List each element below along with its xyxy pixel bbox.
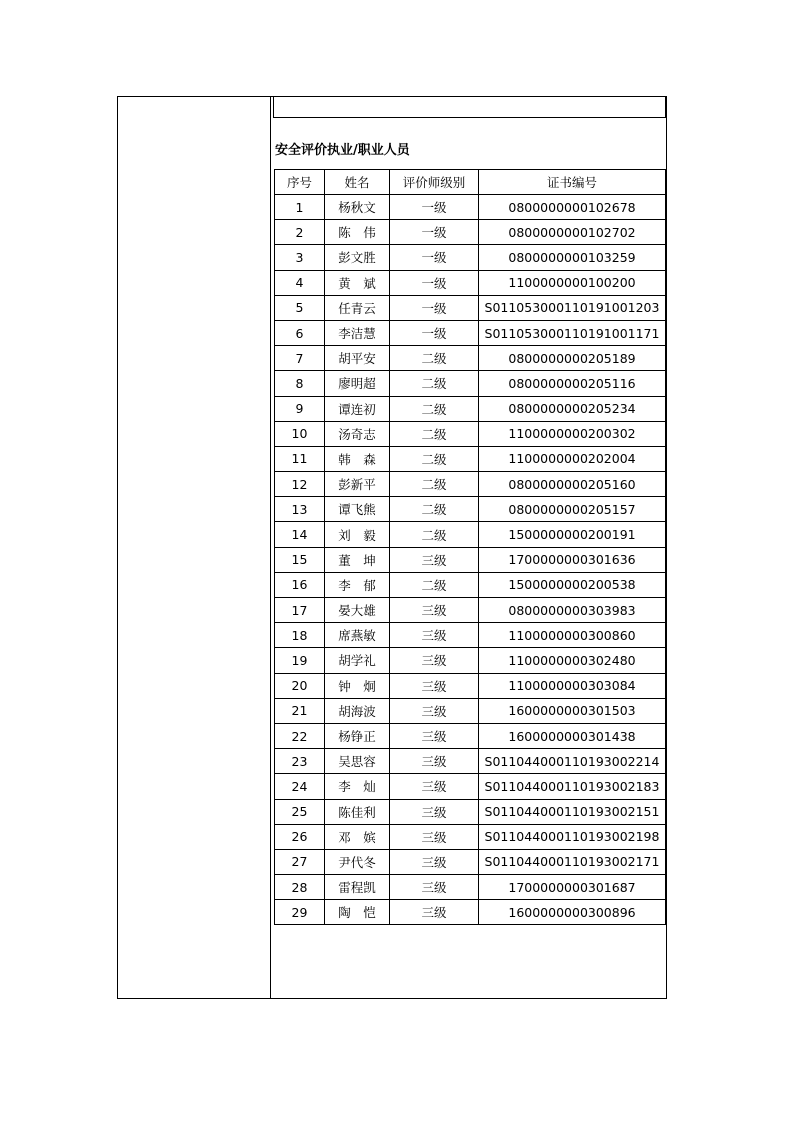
table-row <box>275 245 666 270</box>
table-row <box>275 673 666 698</box>
cell-seq: 5 <box>275 295 325 320</box>
table-row <box>275 799 666 824</box>
cell-level: 三级 <box>390 849 479 874</box>
cell-name: 雷程凯 <box>325 875 390 900</box>
cell-level: 三级 <box>390 648 479 673</box>
table-row <box>275 446 666 471</box>
cell-cert: 1600000000300896 <box>479 900 666 925</box>
header-name: 姓名 <box>325 170 390 195</box>
table-row <box>275 900 666 925</box>
table-row <box>275 371 666 396</box>
cell-name: 李 灿 <box>325 774 390 799</box>
cell-level: 三级 <box>390 749 479 774</box>
table-row <box>275 698 666 723</box>
cell-cert: S011044000110193002151 <box>479 799 666 824</box>
table-row <box>275 396 666 421</box>
cell-cert: 0800000000205116 <box>479 371 666 396</box>
cell-seq: 22 <box>275 723 325 748</box>
table-row <box>275 472 666 497</box>
cell-seq: 11 <box>275 446 325 471</box>
table-row <box>275 346 666 371</box>
cell-name: 彭文胜 <box>325 245 390 270</box>
cell-cert: S011044000110193002171 <box>479 849 666 874</box>
cell-level: 三级 <box>390 824 479 849</box>
cell-cert: 1700000000301636 <box>479 547 666 572</box>
cell-cert: 0800000000205157 <box>479 497 666 522</box>
cell-level: 二级 <box>390 472 479 497</box>
cell-seq: 4 <box>275 270 325 295</box>
cell-level: 二级 <box>390 446 479 471</box>
cell-seq: 8 <box>275 371 325 396</box>
cell-cert: 1600000000301438 <box>479 723 666 748</box>
cell-cert: S011044000110193002198 <box>479 824 666 849</box>
table-header-row <box>275 170 666 195</box>
cell-level: 一级 <box>390 245 479 270</box>
table-row <box>275 295 666 320</box>
table-row <box>275 421 666 446</box>
table-row <box>275 723 666 748</box>
cell-cert: 1700000000301687 <box>479 875 666 900</box>
cell-name: 胡平安 <box>325 346 390 371</box>
cell-name: 李 郁 <box>325 572 390 597</box>
table-row <box>275 270 666 295</box>
table-row <box>275 547 666 572</box>
cell-name: 席燕敏 <box>325 623 390 648</box>
cell-level: 三级 <box>390 547 479 572</box>
cell-name: 钟 炯 <box>325 673 390 698</box>
cell-name: 任青云 <box>325 295 390 320</box>
cell-name: 胡学礼 <box>325 648 390 673</box>
cell-level: 二级 <box>390 421 479 446</box>
cell-cert: 0800000000303983 <box>479 598 666 623</box>
cell-level: 三级 <box>390 774 479 799</box>
cell-cert: 1500000000200191 <box>479 522 666 547</box>
cell-name: 董 坤 <box>325 547 390 572</box>
cell-cert: S011053000110191001171 <box>479 320 666 345</box>
cell-seq: 29 <box>275 900 325 925</box>
section-title: 安全评价执业/职业人员 <box>275 143 410 158</box>
table-row <box>275 648 666 673</box>
cell-name: 吴思容 <box>325 749 390 774</box>
cell-cert: 1500000000200538 <box>479 572 666 597</box>
cell-cert: 1100000000302480 <box>479 648 666 673</box>
cell-seq: 15 <box>275 547 325 572</box>
cell-seq: 1 <box>275 195 325 220</box>
staff-table <box>274 169 666 925</box>
cell-name: 晏大雄 <box>325 598 390 623</box>
header-cert: 证书编号 <box>479 170 666 195</box>
cell-cert: 0800000000205234 <box>479 396 666 421</box>
cell-name: 谭连初 <box>325 396 390 421</box>
cell-seq: 20 <box>275 673 325 698</box>
cell-name: 陶 恺 <box>325 900 390 925</box>
cell-cert: S011044000110193002183 <box>479 774 666 799</box>
table-row <box>275 497 666 522</box>
cell-cert: 1100000000100200 <box>479 270 666 295</box>
table-row <box>275 849 666 874</box>
cell-seq: 19 <box>275 648 325 673</box>
cell-level: 二级 <box>390 572 479 597</box>
cell-level: 二级 <box>390 497 479 522</box>
table-row <box>275 875 666 900</box>
table-row <box>275 572 666 597</box>
cell-seq: 28 <box>275 875 325 900</box>
cell-seq: 14 <box>275 522 325 547</box>
cell-name: 陈佳利 <box>325 799 390 824</box>
cell-name: 杨秋文 <box>325 195 390 220</box>
cell-level: 二级 <box>390 346 479 371</box>
cell-seq: 26 <box>275 824 325 849</box>
cell-name: 黄 斌 <box>325 270 390 295</box>
cell-level: 一级 <box>390 195 479 220</box>
cell-cert: 1600000000301503 <box>479 698 666 723</box>
cell-name: 廖明超 <box>325 371 390 396</box>
cell-cert: 0800000000103259 <box>479 245 666 270</box>
table-row <box>275 195 666 220</box>
cell-name: 李洁慧 <box>325 320 390 345</box>
table-row <box>275 749 666 774</box>
table-row <box>275 522 666 547</box>
table-row <box>275 220 666 245</box>
cell-seq: 13 <box>275 497 325 522</box>
cell-name: 汤奇志 <box>325 421 390 446</box>
table-row <box>275 623 666 648</box>
cell-seq: 18 <box>275 623 325 648</box>
cell-level: 三级 <box>390 598 479 623</box>
cell-level: 二级 <box>390 396 479 421</box>
cell-seq: 3 <box>275 245 325 270</box>
cell-name: 邓 嫔 <box>325 824 390 849</box>
cell-seq: 23 <box>275 749 325 774</box>
cell-name: 胡海波 <box>325 698 390 723</box>
cell-name: 谭飞熊 <box>325 497 390 522</box>
cell-seq: 24 <box>275 774 325 799</box>
cell-cert: 0800000000205160 <box>479 472 666 497</box>
cell-level: 三级 <box>390 623 479 648</box>
cell-name: 彭新平 <box>325 472 390 497</box>
cell-name: 杨铮正 <box>325 723 390 748</box>
cell-seq: 12 <box>275 472 325 497</box>
cell-level: 一级 <box>390 295 479 320</box>
header-level: 评价师级别 <box>390 170 479 195</box>
cell-cert: 1100000000300860 <box>479 623 666 648</box>
cell-seq: 7 <box>275 346 325 371</box>
cell-level: 二级 <box>390 371 479 396</box>
table-row <box>275 824 666 849</box>
cell-level: 三级 <box>390 799 479 824</box>
cell-cert: 0800000000102678 <box>479 195 666 220</box>
cell-cert: 1100000000200302 <box>479 421 666 446</box>
cell-level: 三级 <box>390 698 479 723</box>
cell-seq: 27 <box>275 849 325 874</box>
table-row <box>275 774 666 799</box>
cell-name: 陈 伟 <box>325 220 390 245</box>
cell-cert: 0800000000205189 <box>479 346 666 371</box>
table-row <box>275 320 666 345</box>
cell-name: 尹代冬 <box>325 849 390 874</box>
cell-level: 三级 <box>390 673 479 698</box>
cell-seq: 25 <box>275 799 325 824</box>
table-row <box>275 598 666 623</box>
cell-name: 韩 森 <box>325 446 390 471</box>
cell-seq: 17 <box>275 598 325 623</box>
cell-name: 刘 毅 <box>325 522 390 547</box>
cell-seq: 6 <box>275 320 325 345</box>
cell-cert: S011053000110191001203 <box>479 295 666 320</box>
cell-level: 三级 <box>390 723 479 748</box>
cell-level: 一级 <box>390 320 479 345</box>
cell-level: 二级 <box>390 522 479 547</box>
cell-level: 三级 <box>390 900 479 925</box>
cell-cert: 0800000000102702 <box>479 220 666 245</box>
cell-level: 三级 <box>390 875 479 900</box>
cell-cert: 1100000000303084 <box>479 673 666 698</box>
cell-seq: 10 <box>275 421 325 446</box>
cell-seq: 21 <box>275 698 325 723</box>
top-empty-cell <box>273 96 666 118</box>
header-seq: 序号 <box>275 170 325 195</box>
document-frame <box>117 96 667 999</box>
cell-cert: S011044000110193002214 <box>479 749 666 774</box>
cell-seq: 2 <box>275 220 325 245</box>
cell-level: 一级 <box>390 270 479 295</box>
cell-level: 一级 <box>390 220 479 245</box>
column-divider <box>270 97 271 998</box>
cell-seq: 16 <box>275 572 325 597</box>
cell-seq: 9 <box>275 396 325 421</box>
cell-cert: 1100000000202004 <box>479 446 666 471</box>
